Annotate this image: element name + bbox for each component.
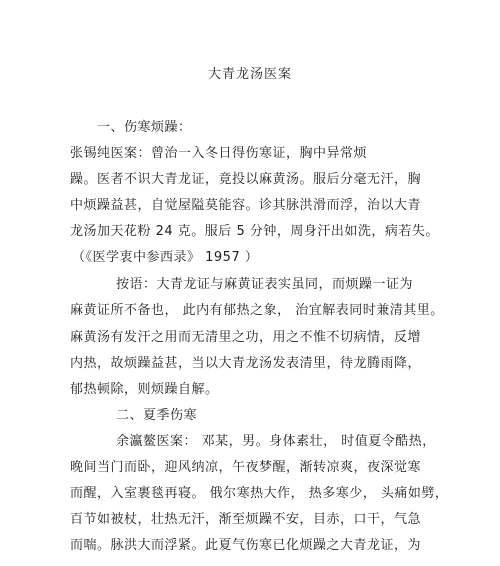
text-line: 麻黄证所不备也， 此内有郁热之象， 治宜解表同时兼清其里。: [70, 303, 444, 318]
text-line: 余瀛鳌医案： 邓某，男。身体素壮， 时值夏令酷热，: [116, 434, 436, 449]
citation-line: （《医学衷中参西录》 1957 ）: [72, 250, 259, 265]
text-line: 郁热顿除，则烦躁自解。: [70, 382, 219, 397]
text-line: 而醒，入室裹毯再寝。 俄尔寒热大作， 热多寒少， 头痛如劈，: [70, 486, 449, 501]
section-heading: 一、伤寒烦躁：: [97, 120, 192, 135]
text-line: 按语：大青龙证与麻黄证表实虽同，而烦躁一证为: [116, 277, 414, 292]
text-line: 麻黄汤有发汗之用而无清里之功，用之不惟不切病情，反增: [70, 330, 422, 345]
text-line: 龙汤加天花粉 24 克。服后 5 分钟，周身汗出如洗，病若失。: [70, 224, 439, 239]
text-line: 晚间当门而卧，迎风纳凉，午夜梦醒，渐转凉爽，夜深觉寒: [70, 460, 422, 475]
document-title: 大青龙汤医案: [207, 67, 292, 82]
text-line: 百节如被杖，壮热无汗，渐至烦躁不安，目赤，口干，气急: [70, 512, 422, 527]
section-heading: 二、夏季伤寒: [116, 408, 198, 423]
text-line: 中烦躁益甚，自觉屋隘莫能容。诊其脉洪滑而浮，治以大青: [70, 198, 422, 213]
text-line: 而喘。脉洪大而浮紧。此夏气伤寒已化烦躁之大青龙证，为: [70, 538, 422, 553]
text-line: 内热，故烦躁益甚，当以大青龙汤发表清里，待龙腾雨降，: [70, 356, 422, 371]
text-line: 躁。医者不识大青龙证，竟投以麻黄汤。服后分毫无汗，胸: [70, 172, 422, 187]
text-line: 张锡纯医案：曾治一入冬日得伤寒证，胸中异常烦: [70, 146, 368, 161]
